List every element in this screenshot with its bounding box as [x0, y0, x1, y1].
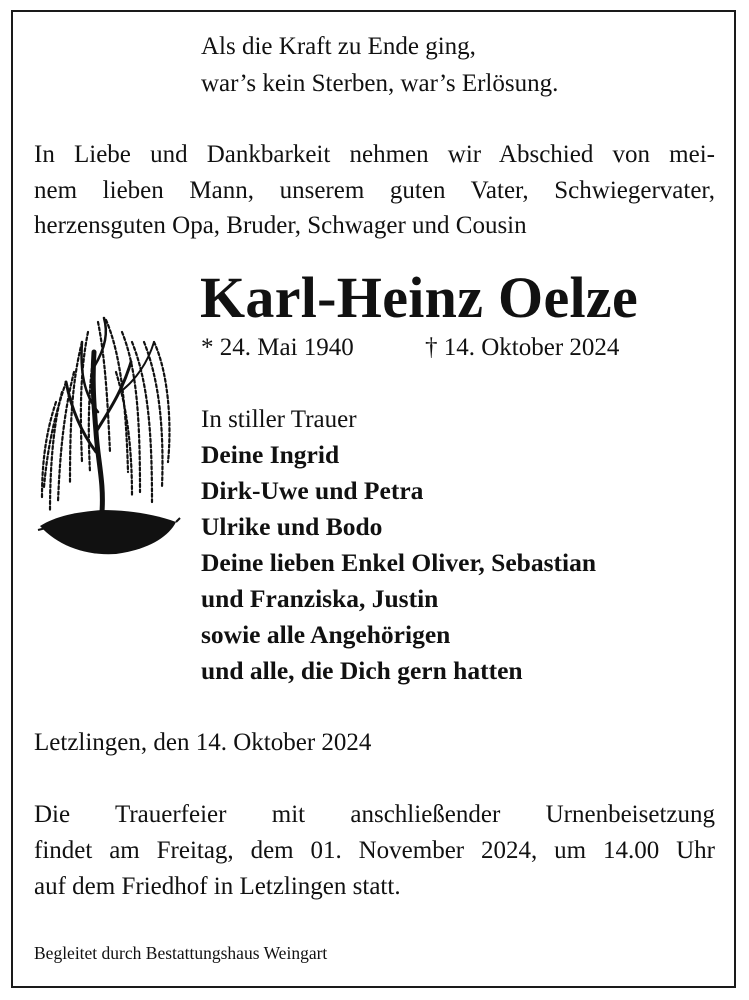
mourner-line: und Franziska, Justin	[201, 584, 439, 613]
mourner-line: Deine lieben Enkel Oliver, Sebastian	[201, 548, 597, 577]
deceased-name: Karl-Heinz Oelze	[200, 265, 639, 330]
death-date: † 14. Oktober 2024	[425, 334, 620, 361]
birth-date: * 24. Mai 1940	[201, 334, 354, 361]
place-date: Letzlingen, den 14. Oktober 2024	[34, 729, 372, 756]
mourner-line: Dirk-Uwe und Petra	[201, 476, 424, 505]
funeral-line-2: findet am Freitag, dem 01. November 2024, um 14.00 Uhr	[34, 837, 715, 864]
funeral-line-1: Die Trauerfeier mit anschließender Urnenbeisetzung	[34, 801, 715, 828]
mourner-line: Ulrike und Bodo	[201, 512, 383, 541]
motto-line-2: war’s kein Sterben, war’s Erlösung.	[201, 70, 559, 97]
mourner-line: Deine Ingrid	[201, 440, 340, 469]
intro-line-2: nem lieben Mann, unserem guten Vater, Schwiegervater,	[34, 177, 715, 204]
intro-line-1: In Liebe und Dankbarkeit nehmen wir Abschied von mei-	[34, 141, 715, 168]
mourner-line: und alle, die Dich gern hatten	[201, 656, 523, 685]
motto-line-1: Als die Kraft zu Ende ging,	[201, 33, 476, 60]
undertaker-credit: Begleitet durch Bestattungshaus Weingart	[34, 943, 328, 963]
mourners-heading: In stiller Trauer	[201, 406, 357, 433]
mourner-line: sowie alle Angehörigen	[201, 620, 451, 649]
intro-line-3: herzensguten Opa, Bruder, Schwager und Cousin	[34, 212, 527, 239]
weeping-willow-icon	[36, 312, 181, 564]
funeral-line-3: auf dem Friedhof in Letzlingen statt.	[34, 873, 401, 900]
